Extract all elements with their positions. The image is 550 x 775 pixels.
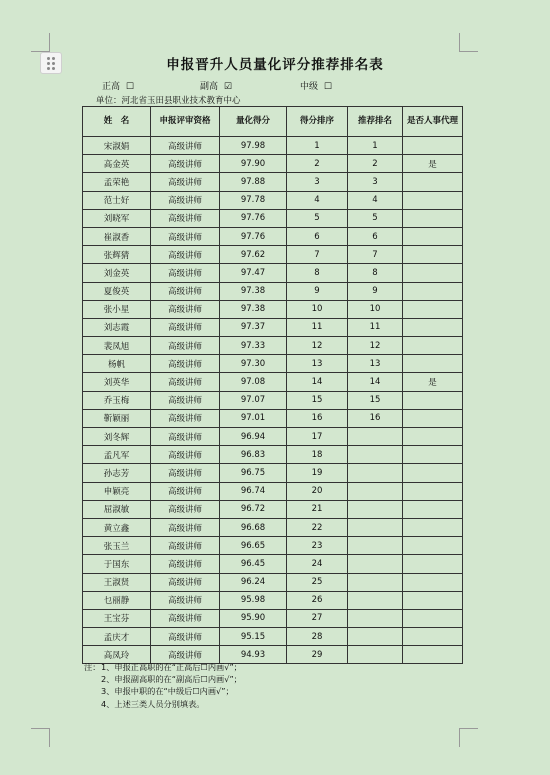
cell-personnel-agent xyxy=(403,537,463,555)
cell-recommend-rank: 5 xyxy=(348,209,403,227)
cell-name: 王淑贤 xyxy=(83,573,151,591)
table-row xyxy=(83,500,463,518)
cell-recommend-rank: 4 xyxy=(348,191,403,209)
cell-recommend-rank xyxy=(348,609,403,627)
cell-score-rank: 5 xyxy=(287,209,348,227)
cell-score: 97.08 xyxy=(220,373,287,391)
cell-personnel-agent xyxy=(403,318,463,336)
cell-personnel-agent xyxy=(403,500,463,518)
cell-recommend-rank: 9 xyxy=(348,282,403,300)
cell-score-rank: 20 xyxy=(287,482,348,500)
table-row xyxy=(83,573,463,591)
cell-personnel-agent xyxy=(403,555,463,573)
cell-recommend-rank xyxy=(348,573,403,591)
cell-personnel-agent xyxy=(403,518,463,536)
cell-name: 张玉兰 xyxy=(83,537,151,555)
cell-score: 95.98 xyxy=(220,591,287,609)
page-corner-mark-bottom-left xyxy=(31,728,50,747)
cell-name: 刘金英 xyxy=(83,264,151,282)
cell-score-rank: 21 xyxy=(287,500,348,518)
table-row xyxy=(83,373,463,391)
cell-name: 屈淑敏 xyxy=(83,500,151,518)
cell-personnel-agent xyxy=(403,646,463,664)
cell-name: 夏俊英 xyxy=(83,282,151,300)
grade-label: 正高 xyxy=(102,82,121,92)
cell-personnel-agent xyxy=(403,409,463,427)
cell-qualification: 高级讲师 xyxy=(151,155,220,173)
cell-score-rank: 7 xyxy=(287,246,348,264)
table-row xyxy=(83,209,463,227)
cell-recommend-rank xyxy=(348,646,403,664)
cell-recommend-rank xyxy=(348,628,403,646)
grade-option-zhongji xyxy=(300,79,335,92)
cell-score: 96.75 xyxy=(220,464,287,482)
cell-qualification: 高级讲师 xyxy=(151,337,220,355)
table-row xyxy=(83,173,463,191)
cell-name: 黄立鑫 xyxy=(83,518,151,536)
cell-score: 97.07 xyxy=(220,391,287,409)
cell-score-rank: 28 xyxy=(287,628,348,646)
cell-recommend-rank xyxy=(348,555,403,573)
table-row xyxy=(83,300,463,318)
cell-name: 崔淑香 xyxy=(83,227,151,245)
cell-score: 96.83 xyxy=(220,446,287,464)
cell-qualification: 高级讲师 xyxy=(151,191,220,209)
cell-personnel-agent xyxy=(403,227,463,245)
cell-score-rank: 18 xyxy=(287,446,348,464)
cell-score-rank: 17 xyxy=(287,428,348,446)
cell-name: 王宝芬 xyxy=(83,609,151,627)
cell-name: 孟荣艳 xyxy=(83,173,151,191)
cell-personnel-agent xyxy=(403,173,463,191)
table-row xyxy=(83,409,463,427)
table-row xyxy=(83,355,463,373)
header-score: 量化得分 xyxy=(220,107,287,137)
header-name: 姓 名 xyxy=(83,107,151,137)
cell-qualification: 高级讲师 xyxy=(151,137,220,155)
table-row xyxy=(83,155,463,173)
notes-section xyxy=(84,661,242,710)
cell-score: 96.68 xyxy=(220,518,287,536)
cell-qualification: 高级讲师 xyxy=(151,646,220,664)
cell-recommend-rank: 8 xyxy=(348,264,403,282)
header-qualification: 申报评审资格 xyxy=(151,107,220,137)
note-line: 2、申报副高职的在“副高后☐内画√”； xyxy=(101,674,242,685)
cell-score-rank: 9 xyxy=(287,282,348,300)
cell-personnel-agent xyxy=(403,355,463,373)
cell-name: 刘英华 xyxy=(83,373,151,391)
cell-recommend-rank: 16 xyxy=(348,409,403,427)
cell-qualification: 高级讲师 xyxy=(151,518,220,536)
cell-score: 97.98 xyxy=(220,137,287,155)
grade-label: 中级 xyxy=(300,82,319,92)
cell-qualification: 高级讲师 xyxy=(151,282,220,300)
cell-score: 97.88 xyxy=(220,173,287,191)
cell-qualification: 高级讲师 xyxy=(151,300,220,318)
cell-name: 乔玉梅 xyxy=(83,391,151,409)
cell-name: 裴凤旭 xyxy=(83,337,151,355)
cell-qualification: 高级讲师 xyxy=(151,591,220,609)
table-row xyxy=(83,246,463,264)
note-line: 4、上述三类人员分别填表。 xyxy=(101,698,205,709)
cell-score: 97.90 xyxy=(220,155,287,173)
cell-qualification: 高级讲师 xyxy=(151,318,220,336)
cell-qualification: 高级讲师 xyxy=(151,573,220,591)
table-row xyxy=(83,555,463,573)
page-corner-mark-bottom-right xyxy=(459,728,478,747)
cell-score: 96.24 xyxy=(220,573,287,591)
cell-score-rank: 19 xyxy=(287,464,348,482)
table-row xyxy=(83,191,463,209)
cell-name: 杨帆 xyxy=(83,355,151,373)
cell-qualification: 高级讲师 xyxy=(151,209,220,227)
cell-name: 范士好 xyxy=(83,191,151,209)
cell-score-rank: 23 xyxy=(287,537,348,555)
cell-name: 张辉猜 xyxy=(83,246,151,264)
table-row xyxy=(83,391,463,409)
cell-personnel-agent xyxy=(403,300,463,318)
cell-score-rank: 3 xyxy=(287,173,348,191)
cell-score-rank: 8 xyxy=(287,264,348,282)
cell-name: 于国东 xyxy=(83,555,151,573)
grade-option-zhenggao xyxy=(102,79,137,92)
cell-score: 96.45 xyxy=(220,555,287,573)
cell-name: 高金英 xyxy=(83,155,151,173)
table-row xyxy=(83,482,463,500)
cell-score: 97.38 xyxy=(220,282,287,300)
cell-score: 97.76 xyxy=(220,227,287,245)
table-row xyxy=(83,464,463,482)
table-row xyxy=(83,318,463,336)
table-row xyxy=(83,446,463,464)
cell-score-rank: 27 xyxy=(287,609,348,627)
cell-qualification: 高级讲师 xyxy=(151,373,220,391)
cell-name: 刘志霞 xyxy=(83,318,151,336)
cell-name: 高凤玲 xyxy=(83,646,151,664)
cell-score-rank: 12 xyxy=(287,337,348,355)
cell-score: 97.76 xyxy=(220,209,287,227)
cell-qualification: 高级讲师 xyxy=(151,264,220,282)
cell-score: 95.90 xyxy=(220,609,287,627)
table-row xyxy=(83,227,463,245)
cell-qualification: 高级讲师 xyxy=(151,355,220,373)
cell-name: 靳颖丽 xyxy=(83,409,151,427)
table-row xyxy=(83,628,463,646)
cell-recommend-rank xyxy=(348,537,403,555)
cell-qualification: 高级讲师 xyxy=(151,482,220,500)
table-row xyxy=(83,518,463,536)
cell-recommend-rank xyxy=(348,464,403,482)
cell-recommend-rank: 3 xyxy=(348,173,403,191)
cell-personnel-agent xyxy=(403,209,463,227)
cell-score: 96.94 xyxy=(220,428,287,446)
table-header-row xyxy=(83,107,463,137)
cell-qualification: 高级讲师 xyxy=(151,537,220,555)
page-corner-mark-top-left xyxy=(31,33,50,52)
cell-score-rank: 13 xyxy=(287,355,348,373)
cell-personnel-agent xyxy=(403,246,463,264)
cell-personnel-agent xyxy=(403,609,463,627)
cell-personnel-agent xyxy=(403,282,463,300)
cell-recommend-rank xyxy=(348,482,403,500)
cell-name: 申颖亮 xyxy=(83,482,151,500)
cell-recommend-rank: 12 xyxy=(348,337,403,355)
cell-recommend-rank: 11 xyxy=(348,318,403,336)
cell-score: 97.62 xyxy=(220,246,287,264)
header-score-rank: 得分排序 xyxy=(287,107,348,137)
cell-score-rank: 16 xyxy=(287,409,348,427)
table-row xyxy=(83,282,463,300)
cell-recommend-rank xyxy=(348,446,403,464)
cell-score: 95.15 xyxy=(220,628,287,646)
cell-qualification: 高级讲师 xyxy=(151,464,220,482)
cell-score: 97.38 xyxy=(220,300,287,318)
table-row xyxy=(83,428,463,446)
cell-name: 孟庆才 xyxy=(83,628,151,646)
cell-personnel-agent xyxy=(403,391,463,409)
table-row xyxy=(83,591,463,609)
cell-recommend-rank xyxy=(348,500,403,518)
cell-recommend-rank: 6 xyxy=(348,227,403,245)
cell-personnel-agent: 是 xyxy=(403,155,463,173)
cell-score: 97.78 xyxy=(220,191,287,209)
checkbox-empty-icon[interactable]: ☐ xyxy=(323,82,332,92)
cell-qualification: 高级讲师 xyxy=(151,246,220,264)
page-corner-mark-top-right xyxy=(459,33,478,52)
cell-name: 乜丽静 xyxy=(83,591,151,609)
cell-personnel-agent xyxy=(403,191,463,209)
notes-label: 注： xyxy=(84,662,101,672)
cell-qualification: 高级讲师 xyxy=(151,173,220,191)
checkbox-empty-icon[interactable]: ☐ xyxy=(125,82,134,92)
cell-recommend-rank xyxy=(348,591,403,609)
cell-score-rank: 24 xyxy=(287,555,348,573)
cell-score-rank: 4 xyxy=(287,191,348,209)
note-line: 1、申报正高职的在“正高后☐内画√”； xyxy=(101,662,242,672)
cell-score-rank: 10 xyxy=(287,300,348,318)
table-row xyxy=(83,609,463,627)
cell-score: 97.47 xyxy=(220,264,287,282)
cell-score: 97.37 xyxy=(220,318,287,336)
cell-recommend-rank: 1 xyxy=(348,137,403,155)
cell-qualification: 高级讲师 xyxy=(151,428,220,446)
cell-qualification: 高级讲师 xyxy=(151,391,220,409)
header-recommend-rank: 推荐排名 xyxy=(348,107,403,137)
cell-score: 97.33 xyxy=(220,337,287,355)
cell-score: 96.72 xyxy=(220,500,287,518)
cell-score-rank: 14 xyxy=(287,373,348,391)
table-row xyxy=(83,337,463,355)
cell-name: 孙志芳 xyxy=(83,464,151,482)
checkbox-checked-icon[interactable]: ☑ xyxy=(223,82,232,92)
cell-recommend-rank: 13 xyxy=(348,355,403,373)
cell-score: 96.74 xyxy=(220,482,287,500)
cell-qualification: 高级讲师 xyxy=(151,628,220,646)
cell-name: 刘晓军 xyxy=(83,209,151,227)
cell-qualification: 高级讲师 xyxy=(151,446,220,464)
cell-name: 孟凡军 xyxy=(83,446,151,464)
cell-qualification: 高级讲师 xyxy=(151,409,220,427)
cell-personnel-agent xyxy=(403,428,463,446)
cell-qualification: 高级讲师 xyxy=(151,500,220,518)
cell-personnel-agent xyxy=(403,573,463,591)
cell-qualification: 高级讲师 xyxy=(151,227,220,245)
cell-recommend-rank: 7 xyxy=(348,246,403,264)
ranking-table xyxy=(82,106,463,664)
cell-score-rank: 2 xyxy=(287,155,348,173)
cell-score-rank: 25 xyxy=(287,573,348,591)
grade-label: 副高 xyxy=(200,82,219,92)
cell-score-rank: 11 xyxy=(287,318,348,336)
cell-personnel-agent xyxy=(403,264,463,282)
table-row xyxy=(83,537,463,555)
cell-personnel-agent xyxy=(403,628,463,646)
cell-score-rank: 1 xyxy=(287,137,348,155)
cell-recommend-rank: 15 xyxy=(348,391,403,409)
cell-recommend-rank xyxy=(348,428,403,446)
document-title: 申报晋升人员量化评分推荐排名表 xyxy=(166,57,384,73)
unit-line: 单位：河北省玉田县职业技术教育中心 xyxy=(96,96,241,106)
cell-score-rank: 22 xyxy=(287,518,348,536)
cell-personnel-agent: 是 xyxy=(403,373,463,391)
cell-recommend-rank: 2 xyxy=(348,155,403,173)
grade-option-fugao xyxy=(200,79,235,92)
cell-personnel-agent xyxy=(403,591,463,609)
cell-qualification: 高级讲师 xyxy=(151,555,220,573)
note-line: 3、申报中职的在“中级后☐内画√”； xyxy=(101,686,234,697)
cell-score: 94.93 xyxy=(220,646,287,664)
cell-qualification: 高级讲师 xyxy=(151,609,220,627)
cell-personnel-agent xyxy=(403,446,463,464)
cell-recommend-rank: 10 xyxy=(348,300,403,318)
cell-personnel-agent xyxy=(403,137,463,155)
cell-score-rank: 29 xyxy=(287,646,348,664)
cell-name: 刘冬辉 xyxy=(83,428,151,446)
cell-personnel-agent xyxy=(403,337,463,355)
cell-score: 96.65 xyxy=(220,537,287,555)
cell-score-rank: 15 xyxy=(287,391,348,409)
header-personnel-agent: 是否人事代理 xyxy=(403,107,463,137)
cell-score-rank: 26 xyxy=(287,591,348,609)
cell-name: 张小星 xyxy=(83,300,151,318)
cell-recommend-rank xyxy=(348,518,403,536)
cell-recommend-rank: 14 xyxy=(348,373,403,391)
table-row xyxy=(83,137,463,155)
cell-personnel-agent xyxy=(403,482,463,500)
cell-name: 宋淑娟 xyxy=(83,137,151,155)
cell-score: 97.30 xyxy=(220,355,287,373)
cell-score: 97.01 xyxy=(220,409,287,427)
cell-personnel-agent xyxy=(403,464,463,482)
table-row xyxy=(83,264,463,282)
cell-score-rank: 6 xyxy=(287,227,348,245)
